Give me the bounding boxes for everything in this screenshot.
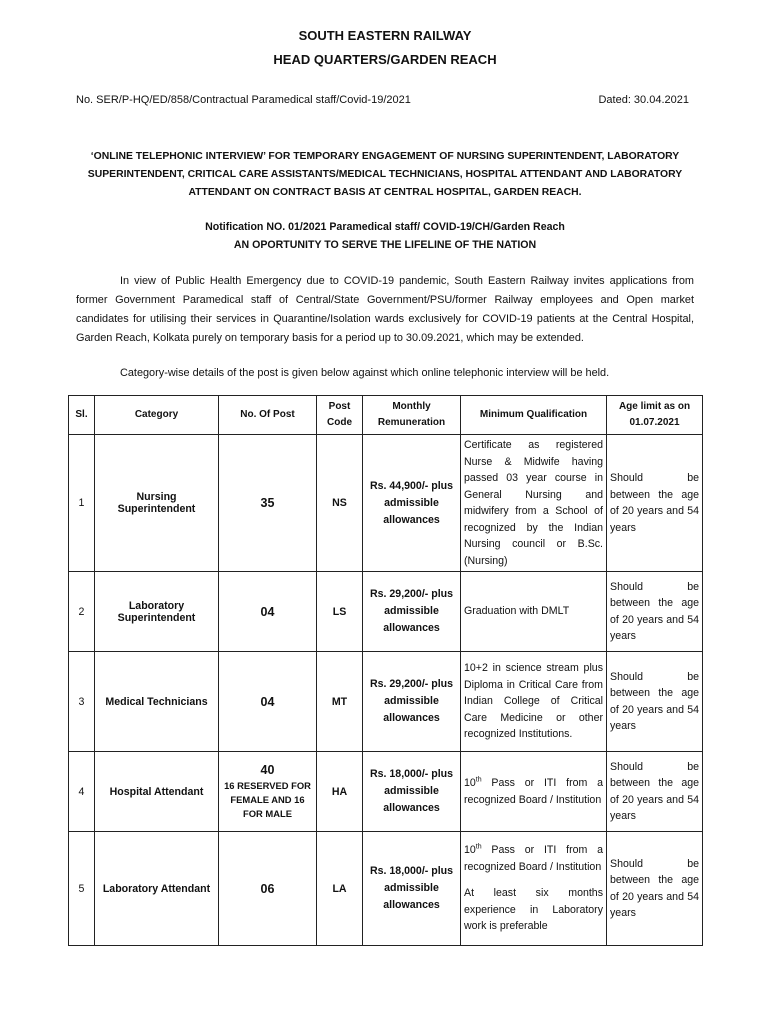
row-qualification: 10th Pass or ITI from a recognized Board / Institution <box>461 752 607 832</box>
row-qualification: Graduation with DMLT <box>461 572 607 652</box>
row-code: LS <box>317 572 363 652</box>
row-posts <box>219 752 317 832</box>
table-row <box>69 435 703 572</box>
header-post-code: Post Code <box>317 396 363 435</box>
row-code: LA <box>317 832 363 946</box>
subject-line: SUPERINTENDENT, CRITICAL CARE ASSISTANTS/MEDICAL TECHNICIANS, HOSPITAL ATTENDANT AND LABORATORY <box>87 169 683 180</box>
notification-tagline: AN OPORTUNITY TO SERVE THE LIFELINE OF THE NATION <box>233 239 537 251</box>
row-code: HA <box>317 752 363 832</box>
row-remuneration: Rs. 29,200/- plus admissible allowances <box>363 572 461 652</box>
office-title: HEAD QUARTERS/GARDEN REACH <box>273 52 497 67</box>
row-remuneration: Rs. 29,200/- plus admissible allowances <box>363 652 461 752</box>
subject-heading <box>76 148 694 202</box>
row-category: Hospital Attendant <box>95 752 219 832</box>
row-posts: 35 <box>219 435 317 572</box>
table-row <box>69 572 703 652</box>
header-no-of-post: No. Of Post <box>219 396 317 435</box>
notification-heading <box>76 218 694 254</box>
row-remuneration: Rs. 18,000/- plus admissible allowances <box>363 752 461 832</box>
row-qualification: 10th Pass or ITI from a recognized Board / Institution At least six months experience in Laboratory work is preferable <box>461 832 607 946</box>
header-remuneration: Monthly Remuneration <box>363 396 461 435</box>
row-age-limit: Should be between the age of 20 years and 54 years <box>607 652 703 752</box>
table-header-row <box>69 396 703 435</box>
subject-line: ‘ONLINE TELEPHONIC INTERVIEW’ FOR TEMPORARY ENGAGEMENT OF NURSING SUPERINTENDENT, LABORATORY <box>90 151 680 162</box>
table-row <box>69 752 703 832</box>
subject-line: ATTENDANT ON CONTRACT BASIS AT CENTRAL HOSPITAL, GARDEN REACH. <box>188 187 582 198</box>
row-sl: 2 <box>69 572 95 652</box>
reference-number: No. SER/P-HQ/ED/858/Contractual Paramedical staff/Covid-19/2021 <box>76 94 411 106</box>
row-posts: 06 <box>219 832 317 946</box>
row-posts: 04 <box>219 572 317 652</box>
row-qualification: 10+2 in science stream plus Diploma in Critical Care from Indian College of Critical Care Medicine or other recognized Institutions. <box>461 652 607 752</box>
row-category: Laboratory Superintendent <box>95 572 219 652</box>
row-age-limit: Should be between the age of 20 years and 54 years <box>607 752 703 832</box>
row-qualification: Certificate as registered Nurse & Midwife having passed 03 year course in General Nursing and midwifery from a School of recognized by the Indian Nursing council or B.Sc.(Nursing) <box>461 435 607 572</box>
row-age-limit: Should be between the age of 20 years and 54 years <box>607 572 703 652</box>
issue-date: Dated: 30.04.2021 <box>598 94 689 106</box>
row-remuneration: Rs. 18,000/- plus admissible allowances <box>363 832 461 946</box>
row-category: Laboratory Attendant <box>95 832 219 946</box>
posts-reservation-note: 16 RESERVED FOR FEMALE AND 16 FOR MALE <box>224 779 311 819</box>
intro-paragraph <box>76 272 694 348</box>
table-row <box>69 652 703 752</box>
row-code: NS <box>317 435 363 572</box>
organization-title: SOUTH EASTERN RAILWAY <box>298 28 472 43</box>
intro-text: In view of Public Health Emergency due to COVID-19 pandemic, South Eastern Railway invites applications from former Government Paramedical staff of Central/State Government/PSU/former Railway employees and Open market candidates for utilising their services in Quarantine/Isolation wards exclusively for COVID-19 patients at the Central Hospital, Garden Reach, Kolkata purely on temporary basis for a period up to 30.09.2021, which may be extended. <box>76 275 694 344</box>
notification-number: Notification NO. 01/2021 Paramedical staff/ COVID-19/CH/Garden Reach <box>205 221 565 233</box>
row-age-limit: Should be between the age of 20 years and 54 years <box>607 832 703 946</box>
row-age-limit: Should be between the age of 20 years and 54 years <box>607 435 703 572</box>
row-category: Nursing Superintendent <box>95 435 219 572</box>
posts-count: 40 <box>260 762 275 777</box>
row-sl: 4 <box>69 752 95 832</box>
qualification-extra: At least six months experience in Laboratory work is preferable <box>464 887 603 933</box>
row-posts: 04 <box>219 652 317 752</box>
row-code: MT <box>317 652 363 752</box>
header-sl: Sl. <box>69 396 95 435</box>
header-age-limit: Age limit as on 01.07.2021 <box>607 396 703 435</box>
posts-table <box>68 395 703 946</box>
row-sl: 1 <box>69 435 95 572</box>
row-sl: 5 <box>69 832 95 946</box>
category-intro: Category-wise details of the post is given below against which online telephonic interview will be held. <box>120 367 610 379</box>
header-category: Category <box>95 396 219 435</box>
header-qualification: Minimum Qualification <box>461 396 607 435</box>
row-remuneration: Rs. 44,900/- plus admissible allowances <box>363 435 461 572</box>
row-sl: 3 <box>69 652 95 752</box>
row-category: Medical Technicians <box>95 652 219 752</box>
table-row <box>69 832 703 946</box>
